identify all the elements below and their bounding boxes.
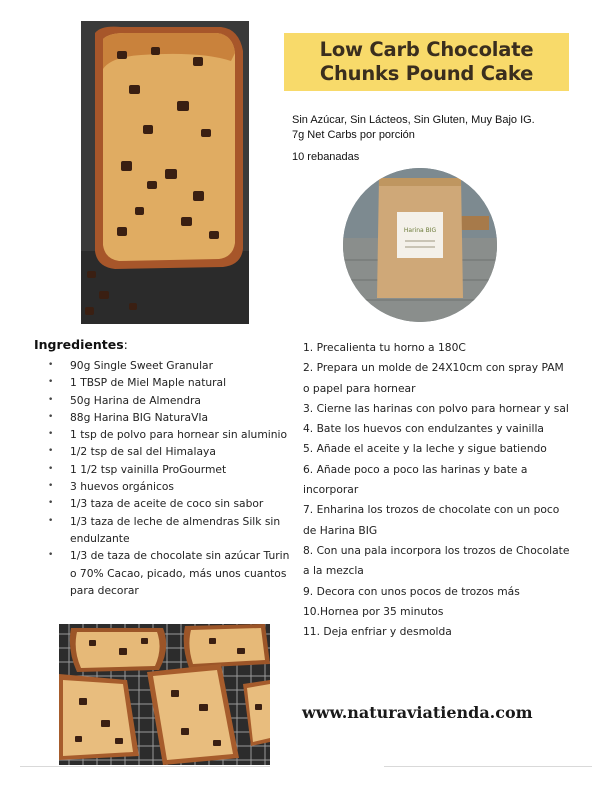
ingredients-list (48, 357, 298, 599)
instruction-step: 10.Hornea por 35 minutos (303, 604, 444, 618)
instruction-step: 1. Precalienta tu horno a 180C (303, 341, 466, 354)
ingredient-item: • 1/3 taza de aceite de coco sin sabor (48, 495, 298, 512)
ingredient-item: • 90g Single Sweet Granular (48, 357, 298, 374)
ingredient-item: • 1 tsp de polvo para hornear sin aluminio (48, 426, 298, 443)
net-carbs-text: 7g Net Carbs por porción (292, 129, 415, 141)
instruction-step: 3. Cierne las harinas con polvo para hornear y sal (303, 401, 569, 415)
recipe-title-line2: Chunks Pound Cake (319, 62, 534, 85)
ingredient-item: • 1/3 taza de leche de almendras Silk sin endulzante (48, 513, 298, 548)
servings-text: 10 rebanadas (292, 151, 360, 163)
ingredient-item: • 1/3 de taza de chocolate sin azúcar Turin o 70% Cacao, picado, más unos cuantos para decorar (48, 547, 298, 599)
footer-divider-right (384, 766, 592, 767)
ingredient-item: • 1 1/2 tsp vainilla ProGourmet (48, 461, 298, 478)
ingredient-item: • 1/2 tsp de sal del Himalaya (48, 443, 298, 460)
ingredients-heading (34, 337, 128, 352)
footer-divider-left (20, 766, 270, 767)
cake-slices-photo (59, 624, 270, 765)
instruction-step: 8. Con una pala incorpora los trozos de Chocolate a la mezcla (303, 543, 570, 578)
recipe-title-box (284, 33, 569, 91)
website-url: www.naturaviatienda.com (302, 703, 533, 722)
product-bag-photo (343, 168, 497, 322)
instruction-step: 4. Bate los huevos con endulzantes y vainilla (303, 422, 544, 436)
ingredient-item: • 50g Harina de Almendra (48, 392, 298, 409)
instruction-step: 7. Enharina los trozos de chocolate con un poco de Harina BIG (303, 503, 560, 537)
dietary-tags: Sin Azúcar, Sin Lácteos, Sin Gluten, Muy Bajo IG. (292, 114, 535, 126)
ingredient-item: • 88g Harina BIG NaturaVIa (48, 409, 298, 426)
recipe-title-line1: Low Carb Chocolate (319, 38, 534, 61)
instructions-list (303, 338, 573, 642)
instruction-step: 5. Añade el aceite y la leche y sigue batiendo (303, 442, 547, 456)
bag-label-text: Harina BIG (403, 227, 437, 234)
ingredients-heading-colon: : (123, 337, 128, 352)
ingredient-item: • 1 TBSP de Miel Maple natural (48, 374, 298, 391)
instruction-step: 11. Deja enfriar y desmolda (303, 625, 452, 639)
instruction-step: 9. Decora con unos pocos de trozos más (303, 584, 520, 598)
ingredient-item: • 3 huevos orgánicos (48, 478, 298, 495)
pound-cake-photo (81, 21, 249, 324)
instruction-step: 6. Añade poco a poco las harinas y bate a incorporar (303, 462, 528, 497)
instruction-step: 2. Prepara un molde de 24X10cm con spray PAM o papel para hornear (303, 361, 564, 395)
ingredients-heading-label: Ingredientes (34, 337, 124, 352)
